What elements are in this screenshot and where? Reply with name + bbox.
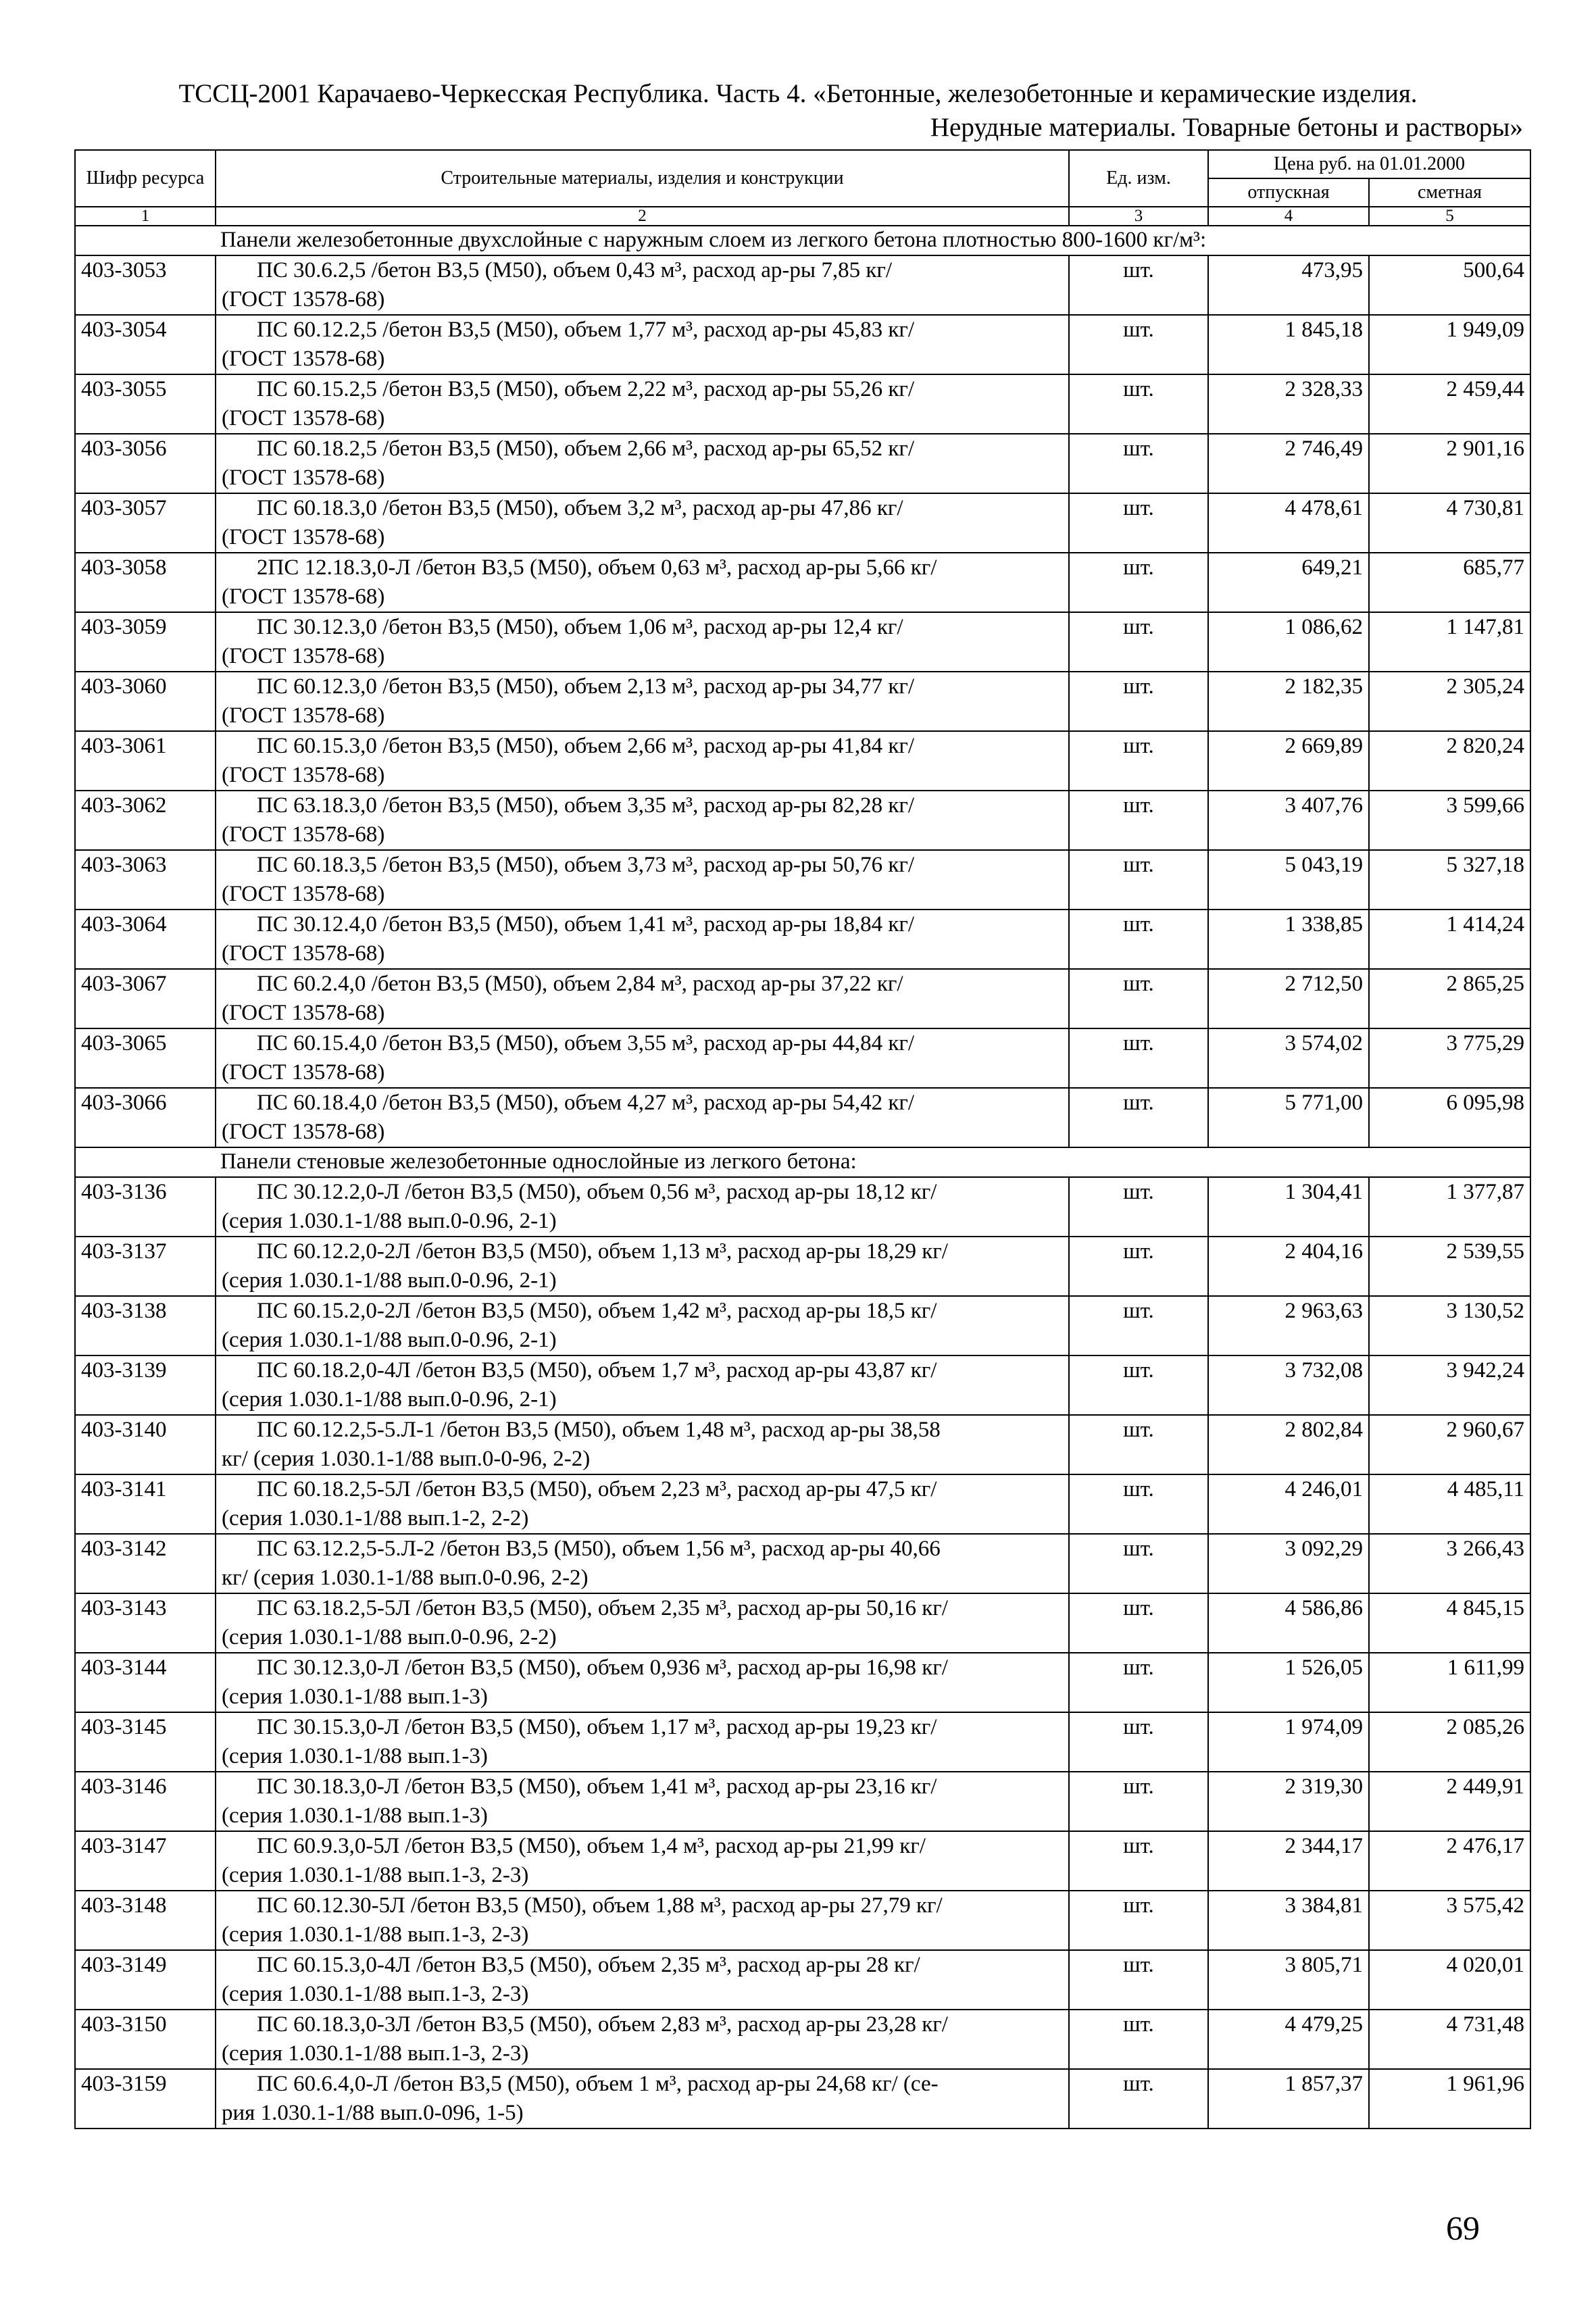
release-price: 2 746,49: [1208, 434, 1369, 493]
estimate-price: 2 820,24: [1369, 731, 1530, 791]
release-price: 1 526,05: [1208, 1653, 1369, 1712]
resource-name-line-1: ПС 60.18.2,0-4Л /бетон В3,5 (М50), объем 1,7 м³, расход ар-ры 43,87 кг/: [257, 1358, 937, 1383]
release-price: 2 963,63: [1208, 1296, 1369, 1355]
release-price: 3 732,08: [1208, 1355, 1369, 1415]
resource-code: 403-3143: [75, 1593, 216, 1653]
resource-code: 403-3060: [75, 672, 216, 731]
unit-of-measure: шт.: [1069, 2069, 1208, 2129]
resource-name: [216, 791, 1069, 850]
estimate-price: 1 611,99: [1369, 1653, 1530, 1712]
resource-name-line-1: ПС 60.15.3,0-4Л /бетон В3,5 (М50), объем 2,35 м³, расход ар-ры 28 кг/: [257, 1953, 920, 1977]
resource-name: [216, 1355, 1069, 1415]
resource-name: [216, 1296, 1069, 1355]
resource-name-line-1: ПС 60.15.3,0 /бетон В3,5 (М50), объем 2,66 м³, расход ар-ры 41,84 кг/: [257, 734, 915, 758]
resource-name-line-1: ПС 60.15.2,0-2Л /бетон В3,5 (М50), объем 1,42 м³, расход ар-ры 18,5 кг/: [257, 1299, 937, 1323]
table-row: [75, 1950, 1530, 2010]
resource-name: [216, 1237, 1069, 1296]
estimate-price: 4 020,01: [1369, 1950, 1530, 2010]
price-table: [74, 149, 1531, 2129]
release-price: 3 384,81: [1208, 1891, 1369, 1950]
resource-code: 403-3138: [75, 1296, 216, 1355]
resource-code: 403-3067: [75, 969, 216, 1028]
column-number-2: 2: [216, 207, 1069, 226]
resource-name: [216, 672, 1069, 731]
column-number-row: [75, 207, 1530, 226]
table-row: [75, 434, 1530, 493]
resource-code: 403-3063: [75, 850, 216, 910]
resource-code: 403-3145: [75, 1712, 216, 1772]
unit-of-measure: шт.: [1069, 612, 1208, 672]
resource-code: 403-3159: [75, 2069, 216, 2129]
resource-code: 403-3136: [75, 1177, 216, 1237]
resource-name: [216, 1653, 1069, 1712]
table-row: [75, 374, 1530, 434]
release-price: 1 304,41: [1208, 1177, 1369, 1237]
release-price: 2 669,89: [1208, 731, 1369, 791]
column-number-3: 3: [1069, 207, 1208, 226]
resource-name-line-2: (серия 1.030.1-1/88 вып.0-0.96, 2-1): [222, 1387, 557, 1412]
resource-name: [216, 1415, 1069, 1474]
resource-name-line-2: (ГОСТ 13578-68): [222, 1060, 385, 1085]
section-header-row: [75, 226, 1530, 255]
release-price: 649,21: [1208, 553, 1369, 612]
resource-code: 403-3149: [75, 1950, 216, 2010]
resource-name-line-1: ПС 60.9.3,0-5Л /бетон В3,5 (М50), объем 1,4 м³, расход ар-ры 21,99 кг/: [257, 1834, 926, 1858]
unit-of-measure: шт.: [1069, 493, 1208, 553]
resource-name-line-1: ПС 63.12.2,5-5.Л-2 /бетон В3,5 (М50), объем 1,56 м³, расход ар-ры 40,66: [257, 1537, 941, 1561]
resource-name-line-1: ПС 60.2.4,0 /бетон В3,5 (М50), объем 2,84 м³, расход ар-ры 37,22 кг/: [257, 972, 903, 996]
header-unit: Ед. изм.: [1069, 150, 1208, 207]
unit-of-measure: шт.: [1069, 553, 1208, 612]
header-release-price: отпускная: [1208, 178, 1369, 207]
resource-name: [216, 553, 1069, 612]
table-row: [75, 969, 1530, 1028]
section-title: Панели стеновые железобетонные однослойные из легкого бетона:: [75, 1147, 1530, 1177]
resource-name: [216, 1474, 1069, 1534]
resource-code: 403-3147: [75, 1831, 216, 1891]
resource-name: [216, 434, 1069, 493]
table-row: [75, 1177, 1530, 1237]
resource-name: [216, 1028, 1069, 1088]
resource-name-line-2: (ГОСТ 13578-68): [222, 703, 385, 728]
unit-of-measure: шт.: [1069, 374, 1208, 434]
table-row: [75, 910, 1530, 969]
resource-name-line-1: ПС 60.18.3,0 /бетон В3,5 (М50), объем 3,2 м³, расход ар-ры 47,86 кг/: [257, 496, 903, 520]
resource-name-line-1: ПС 60.15.2,5 /бетон В3,5 (М50), объем 2,22 м³, расход ар-ры 55,26 кг/: [257, 377, 915, 401]
section-title: Панели железобетонные двухслойные с наружным слоем из легкого бетона плотностью 800-1600 кг/м³:: [75, 226, 1530, 255]
resource-name-line-2: (серия 1.030.1-1/88 вып.1-3, 2-3): [222, 1922, 529, 1947]
unit-of-measure: шт.: [1069, 1653, 1208, 1712]
resource-name: [216, 315, 1069, 374]
resource-code: 403-3056: [75, 434, 216, 493]
resource-name-line-2: (ГОСТ 13578-68): [222, 287, 385, 312]
resource-code: 403-3053: [75, 255, 216, 315]
resource-name: [216, 1950, 1069, 2010]
table-row: [75, 1653, 1530, 1712]
estimate-price: 2 901,16: [1369, 434, 1530, 493]
resource-name-line-1: ПС 30.6.2,5 /бетон В3,5 (М50), объем 0,43 м³, расход ар-ры 7,85 кг/: [257, 258, 893, 282]
release-price: 2 712,50: [1208, 969, 1369, 1028]
resource-name: [216, 1177, 1069, 1237]
table-row: [75, 1593, 1530, 1653]
estimate-price: 2 449,91: [1369, 1772, 1530, 1831]
resource-name-line-2: (ГОСТ 13578-68): [222, 1120, 385, 1144]
release-price: 2 328,33: [1208, 374, 1369, 434]
resource-name-line-2: кг/ (серия 1.030.1-1/88 вып.0-0.96, 2-2): [222, 1566, 589, 1590]
estimate-price: 1 147,81: [1369, 612, 1530, 672]
estimate-price: 2 960,67: [1369, 1415, 1530, 1474]
estimate-price: 2 865,25: [1369, 969, 1530, 1028]
estimate-price: 3 575,42: [1369, 1891, 1530, 1950]
release-price: 4 478,61: [1208, 493, 1369, 553]
table-row: [75, 2069, 1530, 2129]
resource-name-line-2: (ГОСТ 13578-68): [222, 584, 385, 609]
resource-name: [216, 374, 1069, 434]
resource-name-line-1: ПС 63.18.3,0 /бетон В3,5 (М50), объем 3,35 м³, расход ар-ры 82,28 кг/: [257, 793, 915, 818]
resource-name: [216, 969, 1069, 1028]
column-number-1: 1: [75, 207, 216, 226]
table-row: [75, 1772, 1530, 1831]
resource-name-line-2: (серия 1.030.1-1/88 вып.1-3, 2-3): [222, 2041, 529, 2066]
estimate-price: 3 266,43: [1369, 1534, 1530, 1593]
table-row: [75, 1891, 1530, 1950]
release-price: 3 407,76: [1208, 791, 1369, 850]
unit-of-measure: шт.: [1069, 791, 1208, 850]
resource-name-line-1: ПС 60.18.2,5-5Л /бетон В3,5 (М50), объем 2,23 м³, расход ар-ры 47,5 кг/: [257, 1477, 937, 1501]
unit-of-measure: шт.: [1069, 1593, 1208, 1653]
release-price: 5 043,19: [1208, 850, 1369, 910]
resource-name-line-1: ПС 60.12.30-5Л /бетон В3,5 (М50), объем 1,88 м³, расход ар-ры 27,79 кг/: [257, 1893, 943, 1918]
resource-code: 403-3150: [75, 2010, 216, 2069]
unit-of-measure: шт.: [1069, 672, 1208, 731]
resource-name: [216, 255, 1069, 315]
resource-name-line-2: (ГОСТ 13578-68): [222, 822, 385, 847]
resource-code: 403-3058: [75, 553, 216, 612]
release-price: 4 586,86: [1208, 1593, 1369, 1653]
table-row: [75, 612, 1530, 672]
unit-of-measure: шт.: [1069, 1028, 1208, 1088]
resource-code: 403-3142: [75, 1534, 216, 1593]
table-row: [75, 1534, 1530, 1593]
resource-code: 403-3141: [75, 1474, 216, 1534]
estimate-price: 6 095,98: [1369, 1088, 1530, 1147]
release-price: 1 974,09: [1208, 1712, 1369, 1772]
resource-name-line-2: (серия 1.030.1-1/88 вып.1-3, 2-3): [222, 1982, 529, 2006]
table-row: [75, 553, 1530, 612]
resource-name-line-1: ПС 63.18.2,5-5Л /бетон В3,5 (М50), объем 2,35 м³, расход ар-ры 50,16 кг/: [257, 1596, 948, 1620]
unit-of-measure: шт.: [1069, 1950, 1208, 2010]
release-price: 473,95: [1208, 255, 1369, 315]
estimate-price: 4 485,11: [1369, 1474, 1530, 1534]
unit-of-measure: шт.: [1069, 1355, 1208, 1415]
resource-name-line-2: (ГОСТ 13578-68): [222, 347, 385, 371]
resource-name-line-2: (серия 1.030.1-1/88 вып.1-3): [222, 1803, 488, 1828]
resource-code: 403-3066: [75, 1088, 216, 1147]
resource-name-line-2: (ГОСТ 13578-68): [222, 1001, 385, 1025]
estimate-price: 1 961,96: [1369, 2069, 1530, 2129]
table-row: [75, 672, 1530, 731]
unit-of-measure: шт.: [1069, 1088, 1208, 1147]
table-row: [75, 1296, 1530, 1355]
release-price: 3 092,29: [1208, 1534, 1369, 1593]
resource-code: 403-3140: [75, 1415, 216, 1474]
release-price: 1 857,37: [1208, 2069, 1369, 2129]
table-row: [75, 1712, 1530, 1772]
table-header-row-1: [75, 150, 1530, 178]
resource-name: [216, 1593, 1069, 1653]
resource-name-line-2: (ГОСТ 13578-68): [222, 406, 385, 430]
unit-of-measure: шт.: [1069, 850, 1208, 910]
resource-name-line-1: ПС 30.12.3,0 /бетон В3,5 (М50), объем 1,06 м³, расход ар-ры 12,4 кг/: [257, 615, 903, 639]
resource-name: [216, 1891, 1069, 1950]
document-header-line-1: ТССЦ-2001 Карачаево-Черкесская Республика. Часть 4. «Бетонные, железобетонные и керамические изделия.: [178, 79, 1418, 108]
resource-name-line-2: (серия 1.030.1-1/88 вып.1-2, 2-2): [222, 1506, 529, 1530]
release-price: 4 479,25: [1208, 2010, 1369, 2069]
release-price: 1 338,85: [1208, 910, 1369, 969]
estimate-price: 4 845,15: [1369, 1593, 1530, 1653]
release-price: 2 802,84: [1208, 1415, 1369, 1474]
resource-name-line-2: (ГОСТ 13578-68): [222, 882, 385, 906]
resource-name: [216, 1831, 1069, 1891]
resource-code: 403-3139: [75, 1355, 216, 1415]
estimate-price: 1 414,24: [1369, 910, 1530, 969]
release-price: 1 845,18: [1208, 315, 1369, 374]
document-header-line-2: Нерудные материалы. Товарные бетоны и растворы»: [930, 113, 1523, 142]
resource-name-line-2: (серия 1.030.1-1/88 вып.1-3): [222, 1744, 488, 1768]
release-price: 3 574,02: [1208, 1028, 1369, 1088]
table-row: [75, 850, 1530, 910]
estimate-price: 5 327,18: [1369, 850, 1530, 910]
resource-code: 403-3057: [75, 493, 216, 553]
resource-code: 403-3144: [75, 1653, 216, 1712]
estimate-price: 4 731,48: [1369, 2010, 1530, 2069]
resource-name: [216, 850, 1069, 910]
table-row: [75, 1415, 1530, 1474]
unit-of-measure: шт.: [1069, 1474, 1208, 1534]
unit-of-measure: шт.: [1069, 1415, 1208, 1474]
estimate-price: 1 949,09: [1369, 315, 1530, 374]
resource-name-line-1: ПС 60.12.3,0 /бетон В3,5 (М50), объем 2,13 м³, расход ар-ры 34,77 кг/: [257, 674, 915, 699]
resource-name-line-2: (серия 1.030.1-1/88 вып.0-0.96, 2-1): [222, 1209, 557, 1233]
resource-name-line-2: рия 1.030.1-1/88 вып.0-096, 1-5): [222, 2101, 524, 2125]
resource-code: 403-3137: [75, 1237, 216, 1296]
resource-name: [216, 1712, 1069, 1772]
release-price: 2 319,30: [1208, 1772, 1369, 1831]
column-number-4: 4: [1208, 207, 1369, 226]
release-price: 2 182,35: [1208, 672, 1369, 731]
unit-of-measure: шт.: [1069, 1772, 1208, 1831]
resource-name-line-1: ПС 60.12.2,5-5.Л-1 /бетон В3,5 (М50), объем 1,48 м³, расход ар-ры 38,58: [257, 1418, 941, 1442]
release-price: 5 771,00: [1208, 1088, 1369, 1147]
resource-name-line-1: ПС 30.12.2,0-Л /бетон В3,5 (М50), объем 0,56 м³, расход ар-ры 18,12 кг/: [257, 1180, 937, 1204]
estimate-price: 500,64: [1369, 255, 1530, 315]
table-row: [75, 493, 1530, 553]
table-row: [75, 2010, 1530, 2069]
resource-name: [216, 1088, 1069, 1147]
unit-of-measure: шт.: [1069, 2010, 1208, 2069]
header-name: Строительные материалы, изделия и конструкции: [216, 150, 1069, 207]
estimate-price: 2 459,44: [1369, 374, 1530, 434]
table-row: [75, 315, 1530, 374]
unit-of-measure: шт.: [1069, 731, 1208, 791]
table-row: [75, 255, 1530, 315]
resource-name-line-2: (серия 1.030.1-1/88 вып.1-3, 2-3): [222, 1863, 529, 1887]
table-body: [75, 150, 1530, 2129]
estimate-price: 2 085,26: [1369, 1712, 1530, 1772]
unit-of-measure: шт.: [1069, 255, 1208, 315]
estimate-price: 3 942,24: [1369, 1355, 1530, 1415]
resource-name-line-2: (серия 1.030.1-1/88 вып.0-0.96, 2-2): [222, 1625, 557, 1649]
resource-code: 403-3055: [75, 374, 216, 434]
table-row: [75, 1474, 1530, 1534]
resource-name: [216, 493, 1069, 553]
resource-name: [216, 910, 1069, 969]
estimate-price: 2 305,24: [1369, 672, 1530, 731]
resource-name-line-1: ПС 60.18.3,0-3Л /бетон В3,5 (М50), объем 2,83 м³, расход ар-ры 23,28 кг/: [257, 2012, 948, 2037]
resource-name-line-1: ПС 30.12.4,0 /бетон В3,5 (М50), объем 1,41 м³, расход ар-ры 18,84 кг/: [257, 912, 915, 937]
resource-name: [216, 2069, 1069, 2129]
section-header-row: [75, 1147, 1530, 1177]
resource-name-line-2: (ГОСТ 13578-68): [222, 644, 385, 668]
resource-code: 403-3061: [75, 731, 216, 791]
table-row: [75, 731, 1530, 791]
resource-name-line-1: ПС 30.12.3,0-Л /бетон В3,5 (М50), объем 0,936 м³, расход ар-ры 16,98 кг/: [257, 1656, 948, 1680]
table-row: [75, 1831, 1530, 1891]
release-price: 4 246,01: [1208, 1474, 1369, 1534]
table-row: [75, 791, 1530, 850]
estimate-price: 3 775,29: [1369, 1028, 1530, 1088]
release-price: 2 344,17: [1208, 1831, 1369, 1891]
resource-code: 403-3065: [75, 1028, 216, 1088]
unit-of-measure: шт.: [1069, 315, 1208, 374]
estimate-price: 2 476,17: [1369, 1831, 1530, 1891]
resource-code: 403-3054: [75, 315, 216, 374]
resource-name-line-2: (ГОСТ 13578-68): [222, 525, 385, 549]
resource-name-line-1: 2ПС 12.18.3,0-Л /бетон В3,5 (М50), объем 0,63 м³, расход ар-ры 5,66 кг/: [257, 555, 937, 580]
resource-name: [216, 1534, 1069, 1593]
resource-name: [216, 2010, 1069, 2069]
unit-of-measure: шт.: [1069, 1831, 1208, 1891]
resource-name-line-1: ПС 60.18.3,5 /бетон В3,5 (М50), объем 3,73 м³, расход ар-ры 50,76 кг/: [257, 853, 915, 877]
resource-name: [216, 1772, 1069, 1831]
resource-name-line-2: (ГОСТ 13578-68): [222, 763, 385, 787]
resource-name-line-2: (серия 1.030.1-1/88 вып.1-3): [222, 1685, 488, 1709]
unit-of-measure: шт.: [1069, 1296, 1208, 1355]
resource-code: 403-3064: [75, 910, 216, 969]
release-price: 1 086,62: [1208, 612, 1369, 672]
resource-code: 403-3062: [75, 791, 216, 850]
resource-name-line-2: (ГОСТ 13578-68): [222, 466, 385, 490]
column-number-5: 5: [1369, 207, 1530, 226]
release-price: 3 805,71: [1208, 1950, 1369, 2010]
resource-name: [216, 731, 1069, 791]
resource-name-line-1: ПС 60.15.4,0 /бетон В3,5 (М50), объем 3,55 м³, расход ар-ры 44,84 кг/: [257, 1031, 915, 1055]
unit-of-measure: шт.: [1069, 910, 1208, 969]
header-code: Шифр ресурса: [75, 150, 216, 207]
estimate-price: 1 377,87: [1369, 1177, 1530, 1237]
table-row: [75, 1355, 1530, 1415]
resource-name-line-1: ПС 60.12.2,0-2Л /бетон В3,5 (М50), объем 1,13 м³, расход ар-ры 18,29 кг/: [257, 1239, 948, 1264]
estimate-price: 4 730,81: [1369, 493, 1530, 553]
estimate-price: 3 599,66: [1369, 791, 1530, 850]
resource-name-line-1: ПС 60.6.4,0-Л /бетон В3,5 (М50), объем 1 м³, расход ар-ры 24,68 кг/ (се-: [257, 2072, 939, 2096]
unit-of-measure: шт.: [1069, 1177, 1208, 1237]
resource-name-line-1: ПС 60.18.4,0 /бетон В3,5 (М50), объем 4,27 м³, расход ар-ры 54,42 кг/: [257, 1091, 915, 1115]
unit-of-measure: шт.: [1069, 1534, 1208, 1593]
resource-name: [216, 612, 1069, 672]
resource-name-line-1: ПС 30.18.3,0-Л /бетон В3,5 (М50), объем 1,41 м³, расход ар-ры 23,16 кг/: [257, 1774, 937, 1799]
table-row: [75, 1088, 1530, 1147]
estimate-price: 2 539,55: [1369, 1237, 1530, 1296]
table-row: [75, 1028, 1530, 1088]
resource-code: 403-3146: [75, 1772, 216, 1831]
resource-name-line-2: кг/ (серия 1.030.1-1/88 вып.0-0-96, 2-2): [222, 1447, 591, 1471]
header-estimate-price: сметная: [1369, 178, 1530, 207]
page-number: 69: [1446, 2209, 1480, 2247]
resource-name-line-1: ПС 60.12.2,5 /бетон В3,5 (М50), объем 1,77 м³, расход ар-ры 45,83 кг/: [257, 318, 915, 342]
resource-name-line-2: (ГОСТ 13578-68): [222, 941, 385, 966]
unit-of-measure: шт.: [1069, 434, 1208, 493]
resource-name-line-1: ПС 30.15.3,0-Л /бетон В3,5 (М50), объем 1,17 м³, расход ар-ры 19,23 кг/: [257, 1715, 937, 1739]
unit-of-measure: шт.: [1069, 1237, 1208, 1296]
unit-of-measure: шт.: [1069, 969, 1208, 1028]
unit-of-measure: шт.: [1069, 1712, 1208, 1772]
header-price: Цена руб. на 01.01.2000: [1208, 150, 1530, 178]
resource-code: 403-3059: [75, 612, 216, 672]
resource-code: 403-3148: [75, 1891, 216, 1950]
release-price: 2 404,16: [1208, 1237, 1369, 1296]
estimate-price: 3 130,52: [1369, 1296, 1530, 1355]
unit-of-measure: шт.: [1069, 1891, 1208, 1950]
resource-name-line-2: (серия 1.030.1-1/88 вып.0-0.96, 2-1): [222, 1328, 557, 1352]
resource-name-line-2: (серия 1.030.1-1/88 вып.0-0.96, 2-1): [222, 1268, 557, 1293]
table-row: [75, 1237, 1530, 1296]
estimate-price: 685,77: [1369, 553, 1530, 612]
resource-name-line-1: ПС 60.18.2,5 /бетон В3,5 (М50), объем 2,66 м³, расход ар-ры 65,52 кг/: [257, 437, 915, 461]
